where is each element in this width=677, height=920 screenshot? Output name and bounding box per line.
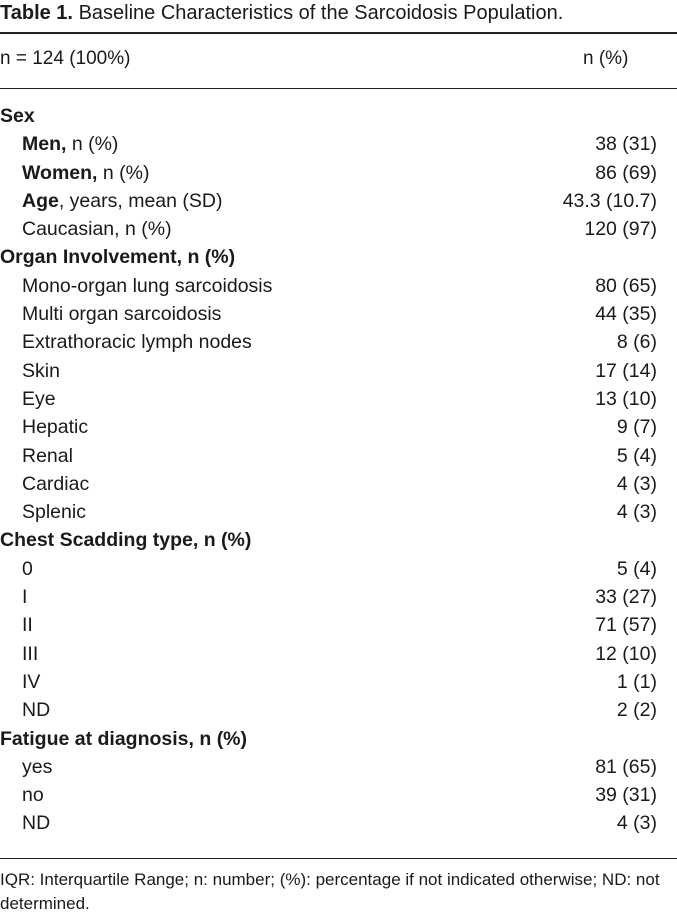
row-value: 38 (31)	[595, 133, 657, 156]
row-value: 5 (4)	[616, 444, 657, 467]
row-value: 4 (3)	[616, 472, 657, 495]
row-value: 13 (10)	[595, 387, 657, 410]
row-label	[22, 159, 150, 187]
row-value: 8 (6)	[616, 331, 657, 354]
row-value: 5 (4)	[616, 557, 657, 580]
table-row	[0, 357, 677, 385]
header-value: n (%)	[583, 48, 629, 69]
table-row	[0, 555, 677, 583]
row-label: Fatigue at diagnosis, n (%)	[0, 727, 248, 750]
table-row	[0, 498, 677, 526]
table-row	[0, 130, 677, 158]
row-label: ND	[22, 699, 51, 722]
row-label: Hepatic	[22, 416, 89, 439]
row-label-bold: Age	[22, 189, 59, 212]
table-row	[0, 159, 677, 187]
row-label: I	[22, 586, 28, 609]
section-row	[0, 243, 677, 271]
row-value: 39 (31)	[595, 784, 657, 807]
table-header	[0, 48, 677, 76]
row-value: 120 (97)	[584, 218, 657, 241]
row-label-text: , years, mean (SD)	[58, 189, 223, 212]
row-label: Chest Scadding type, n (%)	[0, 529, 252, 552]
table-row	[0, 187, 677, 215]
table-title	[0, 2, 563, 25]
table-row	[0, 300, 677, 328]
section-row	[0, 102, 677, 130]
row-value: 86 (69)	[595, 161, 657, 184]
row-label: yes	[22, 755, 53, 778]
row-value: 71 (57)	[595, 614, 657, 637]
row-label: Organ Involvement, n (%)	[0, 246, 236, 269]
table-row	[0, 753, 677, 781]
table-footnote: IQR: Interquartile Range; n: number; (%): percentage if not indicated otherwise; ND: not determined.	[0, 870, 660, 913]
row-label: Multi organ sarcoidosis	[22, 303, 222, 326]
row-label-bold: Men,	[22, 133, 67, 156]
table-row	[0, 668, 677, 696]
section-row	[0, 725, 677, 753]
table-row	[0, 328, 677, 356]
row-label: Sex	[0, 105, 35, 127]
table-row	[0, 272, 677, 300]
row-value: 17 (14)	[595, 359, 657, 382]
table-body	[0, 102, 677, 838]
table-row	[0, 470, 677, 498]
row-label: IV	[22, 670, 41, 693]
header-population: n = 124 (100%)	[0, 48, 131, 69]
row-label: Skin	[22, 359, 60, 382]
row-value: 81 (65)	[595, 755, 657, 778]
row-label: III	[22, 642, 39, 665]
table-row	[0, 215, 677, 243]
table-row	[0, 611, 677, 639]
row-label-bold: Women,	[22, 161, 98, 184]
row-label-text: n (%)	[66, 133, 119, 156]
row-value: 33 (27)	[595, 586, 657, 609]
row-label: Splenic	[22, 501, 86, 524]
table-row	[0, 413, 677, 441]
table-row	[0, 809, 677, 837]
header-rule	[0, 88, 677, 89]
row-label: Caucasian, n (%)	[22, 218, 172, 241]
table-row	[0, 385, 677, 413]
row-label: 0	[22, 557, 33, 580]
row-label: Extrathoracic lymph nodes	[22, 331, 252, 354]
section-row	[0, 526, 677, 554]
row-value: 4 (3)	[616, 812, 657, 835]
top-rule	[0, 32, 677, 34]
row-label	[22, 187, 222, 215]
row-value: 80 (65)	[595, 274, 657, 297]
row-label: Mono-organ lung sarcoidosis	[22, 274, 273, 297]
row-label: Cardiac	[22, 472, 90, 495]
table-number: Table 1.	[0, 2, 73, 24]
table-row	[0, 442, 677, 470]
row-value: 2 (2)	[616, 699, 657, 722]
row-label	[22, 130, 118, 158]
row-label: II	[22, 614, 33, 637]
row-label-text: n (%)	[97, 161, 150, 184]
row-label: Renal	[22, 444, 73, 467]
table-row	[0, 583, 677, 611]
row-label: Eye	[22, 387, 56, 410]
row-value: 43.3 (10.7)	[562, 189, 657, 212]
row-value: 44 (35)	[595, 303, 657, 326]
table-row	[0, 781, 677, 809]
table-row	[0, 696, 677, 724]
row-value: 12 (10)	[595, 642, 657, 665]
row-value: 1 (1)	[616, 670, 657, 693]
row-label: ND	[22, 812, 51, 835]
row-value: 9 (7)	[616, 416, 657, 439]
table-row	[0, 640, 677, 668]
row-value: 4 (3)	[616, 501, 657, 524]
table-caption: Baseline Characteristics of the Sarcoidosis Population.	[78, 2, 564, 24]
bottom-rule	[0, 858, 677, 859]
row-label: no	[22, 784, 44, 807]
